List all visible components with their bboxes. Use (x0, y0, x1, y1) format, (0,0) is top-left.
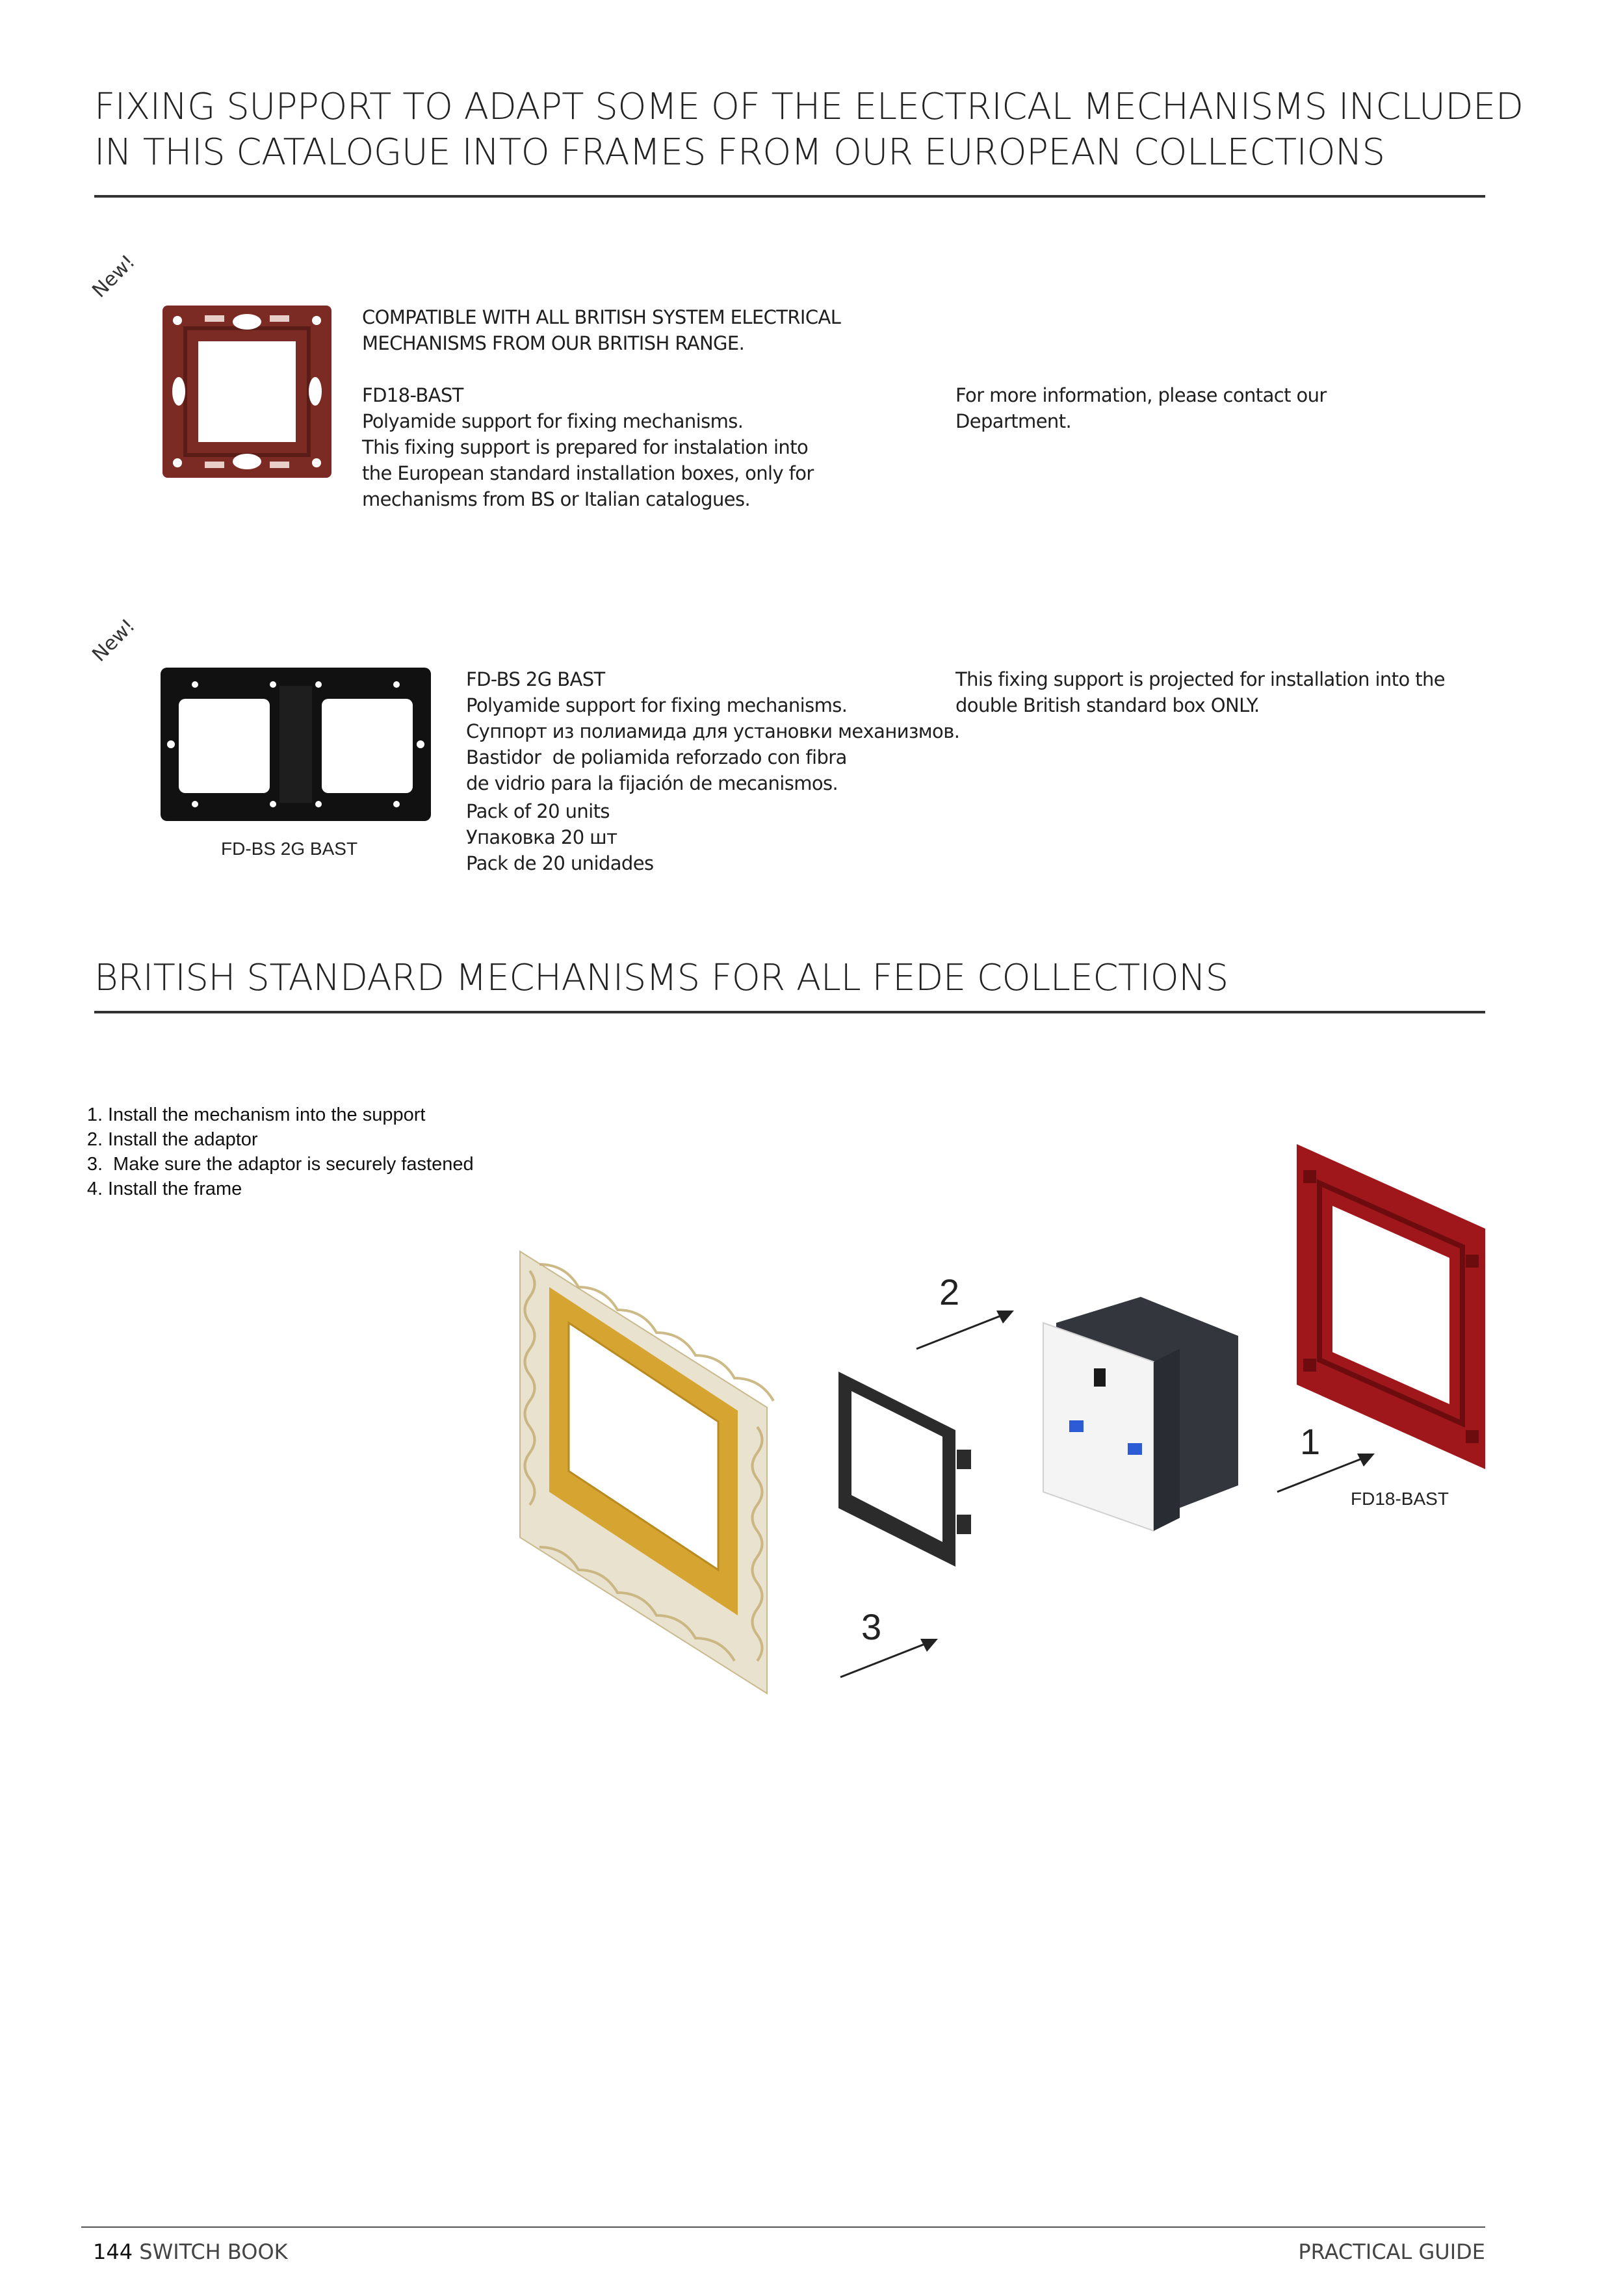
fd18-bast-support-illustration (1290, 1144, 1492, 1469)
decorative-frame-image (513, 1251, 773, 1693)
new-badge-2: New! (88, 614, 140, 666)
step-number: 3. (86, 1154, 103, 1175)
product2-desc-line: Bastidor de poliamida reforzado con fibra (466, 746, 847, 768)
step-item (77, 1127, 474, 1152)
product1-code: FD18-BAST (362, 384, 463, 406)
book-title: SWITCH BOOK (139, 2239, 288, 2264)
section-title-fixing-support (94, 85, 1524, 176)
step-number: 2. (86, 1129, 103, 1150)
footer-rule (81, 2226, 1485, 2228)
product2-pack-info (466, 798, 653, 876)
arrow-step-2-icon (913, 1307, 1017, 1352)
installation-steps (77, 1102, 474, 1201)
product1-desc-line: Polyamide support for fixing mechanisms. (362, 410, 744, 432)
callout-3: 3 (861, 1606, 882, 1647)
product1-description (362, 382, 814, 512)
product2-pack-line: Упаковка 20 шт (466, 826, 617, 848)
step-text: Install the frame (108, 1179, 242, 1199)
page-number: 144 (93, 2239, 133, 2264)
new-badge-1: New! (88, 250, 140, 302)
product2-pack-line: Pack of 20 units (466, 800, 610, 822)
callout-2: 2 (939, 1272, 960, 1312)
step-text: Install the mechanism into the support (108, 1104, 426, 1125)
product1-heading-line: COMPATIBLE WITH ALL BRITISH SYSTEM ELECTRICAL (362, 306, 841, 328)
product1-note (955, 382, 1327, 434)
section-rule-1 (94, 195, 1485, 198)
product2-note-line: double British standard box ONLY. (955, 694, 1260, 716)
product2-pack-line: Pack de 20 unidades (466, 852, 654, 874)
product1-desc-line: This fixing support is prepared for instalation into (362, 436, 809, 458)
step-text: Install the adaptor (108, 1129, 258, 1150)
bs-socket-mechanism-image (1043, 1297, 1245, 1531)
product1-note-line: Department. (955, 410, 1072, 432)
footer-left (93, 2239, 288, 2264)
product2-description (466, 666, 959, 796)
step-number: 1. (86, 1104, 103, 1125)
arrow-step-3-icon (837, 1635, 941, 1680)
product2-code: FD-BS 2G BAST (466, 668, 605, 690)
footer-section-name: PRACTICAL GUIDE (1298, 2239, 1485, 2264)
product2-note (955, 666, 1445, 718)
title-line-2: IN THIS CATALOGUE INTO FRAMES FROM OUR EUROPEAN COLLECTIONS (94, 131, 1385, 174)
product2-image-caption: FD-BS 2G BAST (221, 839, 358, 859)
step-text: Make sure the adaptor is securely fastened (108, 1154, 474, 1175)
product1-note-line: For more information, please contact our (955, 384, 1327, 406)
product1-desc-line: the European standard installation boxes, only for (362, 462, 814, 484)
step-number: 4. (86, 1179, 103, 1199)
callout-1: 1 (1300, 1421, 1321, 1462)
product1-desc-line: mechanisms from BS or Italian catalogues. (362, 488, 751, 510)
step-item (77, 1102, 474, 1127)
fd18-bast-support-image (159, 302, 335, 481)
support-label: FD18-BAST (1351, 1489, 1449, 1509)
product2-desc-line: de vidrio para la fijación de mecanismos. (466, 772, 838, 794)
title-line-1: FIXING SUPPORT TO ADAPT SOME OF THE ELECTRICAL MECHANISMS INCLUDED (94, 86, 1524, 128)
product2-desc-line: Polyamide support for fixing mechanisms. (466, 694, 848, 716)
step-item (77, 1177, 474, 1201)
product1-heading (362, 304, 840, 356)
step-item (77, 1152, 474, 1177)
product2-desc-line: Суппорт из полиамида для установки механизмов. (466, 720, 960, 742)
fd-bs-2g-bast-support-image (159, 666, 432, 822)
section2-title: BRITISH STANDARD MECHANISMS FOR ALL FEDE COLLECTIONS (94, 957, 1228, 999)
adaptor-image (832, 1372, 975, 1567)
product1-heading-line: MECHANISMS FROM OUR BRITISH RANGE. (362, 332, 745, 354)
section-title-british-standard (94, 956, 1228, 1001)
section-rule-2 (94, 1011, 1485, 1013)
product2-note-line: This fixing support is projected for installation into the (955, 668, 1446, 690)
